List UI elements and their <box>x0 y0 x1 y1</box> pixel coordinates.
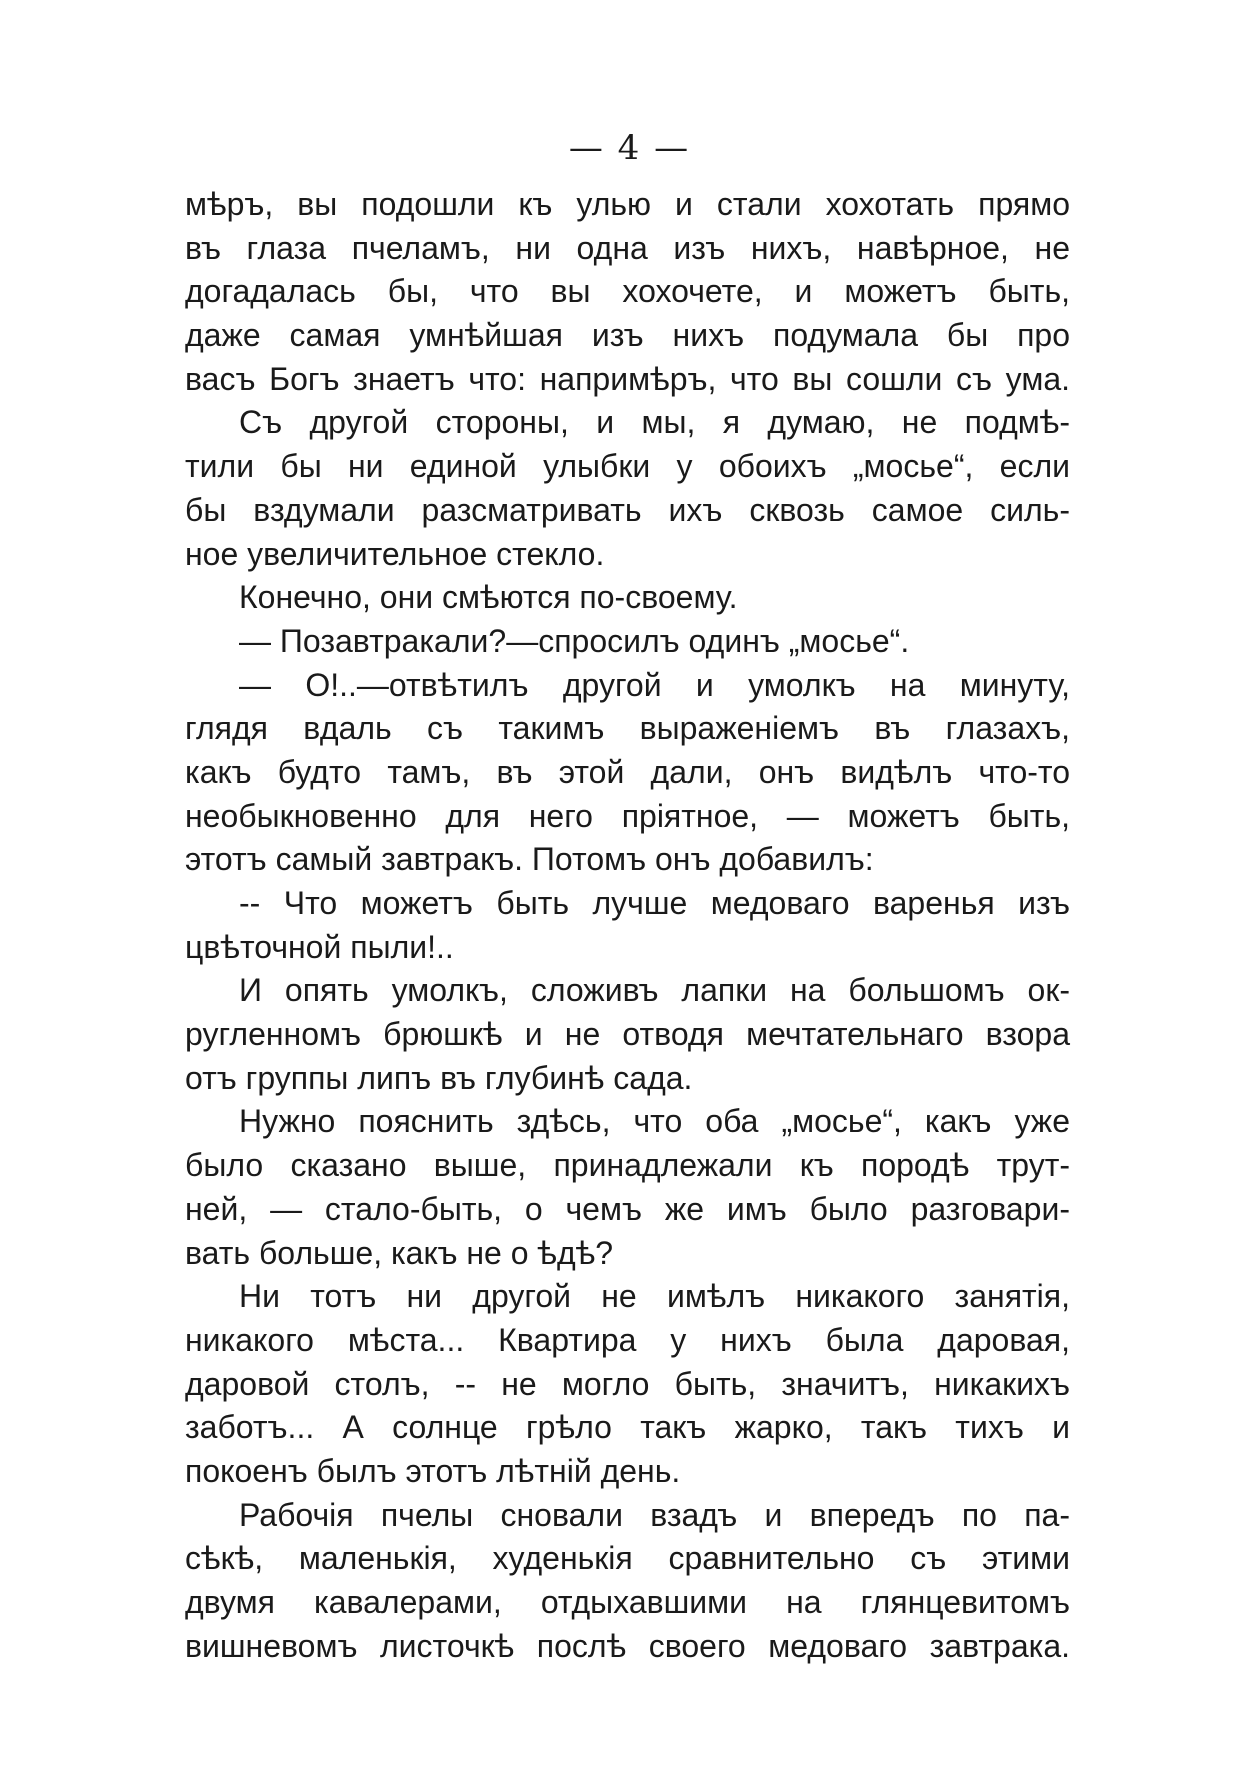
text-line: васъ Богъ знаетъ что: напримѣръ, что вы сошли съ ума. <box>185 360 1070 397</box>
text-line: Нужно пояснить здѣсь, что оба „мосье“, какъ уже <box>239 1103 1070 1140</box>
text-line: бы вздумали разсматривать ихъ сквозь самое силь- <box>185 491 1070 528</box>
text-line: — Позавтракали?—спросилъ одинъ „мосье“. <box>239 622 910 659</box>
text-line: какъ будто тамъ, въ этой дали, онъ видѣлъ что-то <box>185 753 1070 790</box>
text-line: глядя вдаль съ такимъ выраженіемъ въ глазахъ, <box>185 710 1070 747</box>
body-text <box>185 183 1070 1668</box>
text-line: было сказано выше, принадлежали къ породѣ трут- <box>185 1147 1070 1184</box>
text-line: И опять умолкъ, сложивъ лапки на большомъ ок- <box>239 972 1070 1009</box>
text-line: ное увеличительное стекло. <box>185 535 605 572</box>
text-line: Съ другой стороны, и мы, я думаю, не подмѣ- <box>239 404 1070 441</box>
text-line: ругленномъ брюшкѣ и не отводя мечтательнаго взора <box>185 1016 1070 1053</box>
text-line: догадалась бы, что вы хохочете, и можетъ быть, <box>185 273 1070 310</box>
text-line: вишневомъ листочкѣ послѣ своего медоваго завтрака. <box>185 1627 1070 1664</box>
text-line: двумя кавалерами, отдыхавшими на глянцевитомъ <box>185 1584 1070 1620</box>
text-line: — О!..—отвѣтилъ другой и умолкъ на минуту, <box>239 666 1070 703</box>
text-line: Конечно, они смѣются по-своему. <box>239 579 738 616</box>
text-line: -- Что можетъ быть лучше медоваго варенья изъ <box>239 885 1070 921</box>
text-line: этотъ самый завтракъ. Потомъ онъ добавилъ: <box>185 841 874 878</box>
text-line: покоенъ былъ этотъ лѣтній день. <box>185 1452 681 1489</box>
text-line: даже самая умнѣйшая изъ нихъ подумала бы про <box>185 317 1070 354</box>
text-line: отъ группы липъ въ глубинѣ сада. <box>185 1059 693 1096</box>
text-line: никакого мѣста... Квартира у нихъ была даровая, <box>185 1321 1070 1358</box>
text-line: сѣкѣ, маленькія, худенькія сравнительно съ этими <box>185 1540 1070 1577</box>
text-line: необыкновенно для него пріятное, — можетъ быть, <box>185 797 1070 834</box>
text-line: Рабочія пчелы сновали взадъ и впередъ по па- <box>239 1496 1070 1533</box>
text-line: тили бы ни единой улыбки у обоихъ „мосье“, если <box>185 448 1070 485</box>
text-line: Ни тотъ ни другой не имѣлъ никакого занятія, <box>239 1278 1070 1315</box>
text-line: вать больше, какъ не о ѣдѣ? <box>185 1234 614 1271</box>
text-line: цвѣточной пыли!.. <box>185 928 454 965</box>
text-line: въ глаза пчеламъ, ни одна изъ нихъ, навѣрное, не <box>185 229 1070 266</box>
page-number: — 4 — <box>568 128 691 168</box>
text-line: заботъ... А солнце грѣло такъ жарко, такъ тихъ и <box>185 1409 1070 1446</box>
text-line: даровой столъ, -- не могло быть, значитъ, никакихъ <box>185 1365 1070 1402</box>
text-line: мѣръ, вы подошли къ улью и стали хохотать прямо <box>185 186 1070 222</box>
text-line: ней, — стало-быть, о чемъ же имъ было разговари- <box>185 1190 1070 1227</box>
